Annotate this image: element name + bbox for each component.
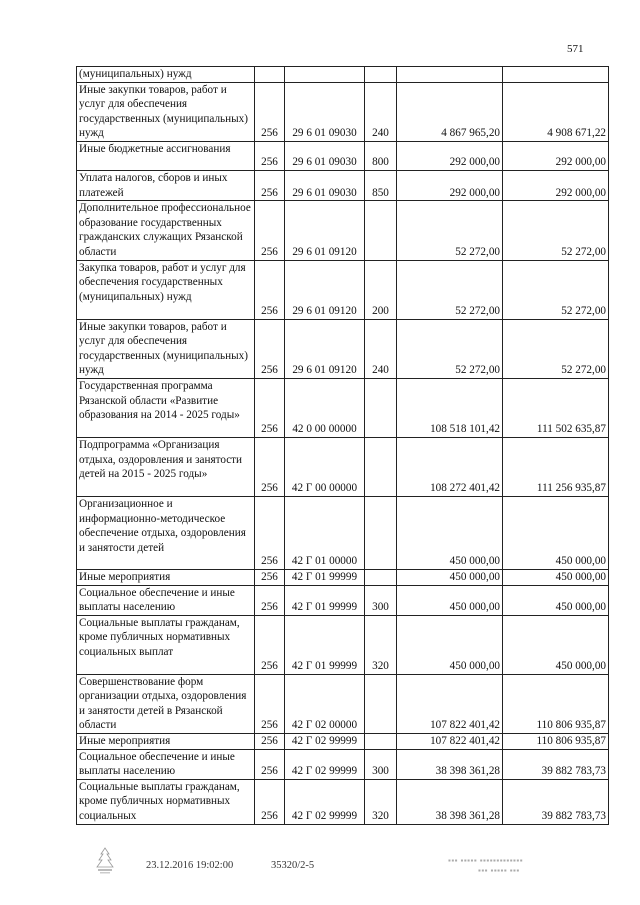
cell-s2: 450 000,00 bbox=[503, 585, 609, 615]
table-row bbox=[77, 615, 609, 674]
cell-vr bbox=[365, 674, 397, 733]
cell-name: Иные мероприятия bbox=[77, 569, 255, 585]
budget-table bbox=[76, 66, 609, 825]
cell-gr: 256 bbox=[255, 378, 285, 437]
cell-cs: 42 Г 01 99999 bbox=[285, 615, 365, 674]
page-number: 571 bbox=[567, 43, 584, 55]
cell-cs: 42 Г 00 00000 bbox=[285, 437, 365, 496]
table-row bbox=[77, 496, 609, 569]
cell-cs: 29 6 01 09030 bbox=[285, 141, 365, 170]
cell-s2: 52 272,00 bbox=[503, 260, 609, 319]
cell-vr bbox=[365, 378, 397, 437]
table-row bbox=[77, 674, 609, 733]
cell-gr: 256 bbox=[255, 170, 285, 200]
cell-name: Иные мероприятия bbox=[77, 734, 255, 750]
cell-s1: 4 867 965,20 bbox=[397, 82, 503, 141]
table-row bbox=[77, 319, 609, 378]
cell-name: Социальное обеспечение и иные выплаты населению bbox=[77, 585, 255, 615]
table-row bbox=[77, 82, 609, 141]
cell-name: Уплата налогов, сборов и иных платежей bbox=[77, 170, 255, 200]
cell-name: Иные закупки товаров, работ и услуг для обеспечения государственных (муниципальных) нужд bbox=[77, 82, 255, 141]
table-row bbox=[77, 437, 609, 496]
cell-vr bbox=[365, 437, 397, 496]
cell-vr: 800 bbox=[365, 141, 397, 170]
cell-s1 bbox=[397, 67, 503, 83]
cell-vr bbox=[365, 496, 397, 569]
cell-s2: 110 806 935,87 bbox=[503, 734, 609, 750]
cell-gr: 256 bbox=[255, 319, 285, 378]
cell-cs: 29 6 01 09120 bbox=[285, 319, 365, 378]
cell-s1: 52 272,00 bbox=[397, 201, 503, 260]
cell-name: Иные бюджетные ассигнования bbox=[77, 141, 255, 170]
cell-cs: 42 Г 02 99999 bbox=[285, 749, 365, 779]
cell-vr bbox=[365, 201, 397, 260]
emblem-icon bbox=[94, 846, 116, 876]
cell-gr: 256 bbox=[255, 779, 285, 824]
cell-gr: 256 bbox=[255, 585, 285, 615]
footer-doc-code: 35320/2-5 bbox=[271, 860, 315, 871]
cell-gr: 256 bbox=[255, 749, 285, 779]
cell-vr: 240 bbox=[365, 319, 397, 378]
budget-table-body bbox=[77, 67, 609, 825]
cell-vr: 850 bbox=[365, 170, 397, 200]
cell-gr: 256 bbox=[255, 734, 285, 750]
cell-cs bbox=[285, 67, 365, 83]
cell-gr: 256 bbox=[255, 260, 285, 319]
cell-cs: 29 6 01 09120 bbox=[285, 201, 365, 260]
cell-cs: 42 Г 01 99999 bbox=[285, 585, 365, 615]
cell-s2 bbox=[503, 67, 609, 83]
cell-s1: 38 398 361,28 bbox=[397, 749, 503, 779]
cell-s1: 292 000,00 bbox=[397, 170, 503, 200]
cell-s2: 39 882 783,73 bbox=[503, 749, 609, 779]
cell-gr: 256 bbox=[255, 569, 285, 585]
cell-s1: 52 272,00 bbox=[397, 260, 503, 319]
cell-gr: 256 bbox=[255, 141, 285, 170]
cell-gr: 256 bbox=[255, 615, 285, 674]
cell-s2: 110 806 935,87 bbox=[503, 674, 609, 733]
cell-gr: 256 bbox=[255, 674, 285, 733]
table-row bbox=[77, 260, 609, 319]
cell-s1: 450 000,00 bbox=[397, 569, 503, 585]
table-row bbox=[77, 569, 609, 585]
table-row bbox=[77, 779, 609, 824]
cell-vr: 320 bbox=[365, 615, 397, 674]
cell-s1: 52 272,00 bbox=[397, 319, 503, 378]
cell-vr bbox=[365, 734, 397, 750]
cell-s1: 107 822 401,42 bbox=[397, 734, 503, 750]
cell-s2: 111 256 935,87 bbox=[503, 437, 609, 496]
cell-s2: 450 000,00 bbox=[503, 569, 609, 585]
cell-s2: 292 000,00 bbox=[503, 141, 609, 170]
cell-s2: 450 000,00 bbox=[503, 496, 609, 569]
cell-gr bbox=[255, 67, 285, 83]
cell-s1: 108 518 101,42 bbox=[397, 378, 503, 437]
table-row bbox=[77, 141, 609, 170]
cell-cs: 29 6 01 09120 bbox=[285, 260, 365, 319]
cell-s1: 450 000,00 bbox=[397, 496, 503, 569]
cell-vr bbox=[365, 67, 397, 83]
cell-gr: 256 bbox=[255, 496, 285, 569]
cell-cs: 42 Г 02 99999 bbox=[285, 779, 365, 824]
cell-vr: 300 bbox=[365, 585, 397, 615]
table-row bbox=[77, 67, 609, 83]
cell-cs: 42 0 00 00000 bbox=[285, 378, 365, 437]
cell-s1: 292 000,00 bbox=[397, 141, 503, 170]
table-row bbox=[77, 749, 609, 779]
cell-name: Совершенствование форм организации отдыха, оздоровления и занятости детей в Рязанской области bbox=[77, 674, 255, 733]
cell-name: (муниципальных) нужд bbox=[77, 67, 255, 83]
cell-vr: 240 bbox=[365, 82, 397, 141]
cell-name: Организационное и информационно-методическое обеспечение отдыха, оздоровления и занятости детей bbox=[77, 496, 255, 569]
cell-s1: 107 822 401,42 bbox=[397, 674, 503, 733]
cell-name: Иные закупки товаров, работ и услуг для обеспечения государственных (муниципальных) нужд bbox=[77, 319, 255, 378]
cell-cs: 42 Г 01 00000 bbox=[285, 496, 365, 569]
cell-s2: 111 502 635,87 bbox=[503, 378, 609, 437]
table-row bbox=[77, 378, 609, 437]
table-row bbox=[77, 734, 609, 750]
cell-s1: 108 272 401,42 bbox=[397, 437, 503, 496]
cell-cs: 42 Г 02 00000 bbox=[285, 674, 365, 733]
table-row bbox=[77, 201, 609, 260]
table-row bbox=[77, 170, 609, 200]
cell-cs: 29 6 01 09030 bbox=[285, 170, 365, 200]
footer-datetime: 23.12.2016 19:02:00 bbox=[146, 860, 234, 871]
cell-s2: 292 000,00 bbox=[503, 170, 609, 200]
cell-vr: 300 bbox=[365, 749, 397, 779]
cell-gr: 256 bbox=[255, 82, 285, 141]
cell-name: Подпрограмма «Организация отдыха, оздоровления и занятости детей на 2015 - 2025 годы» bbox=[77, 437, 255, 496]
cell-s1: 38 398 361,28 bbox=[397, 779, 503, 824]
cell-s2: 39 882 783,73 bbox=[503, 779, 609, 824]
cell-name: Социальное обеспечение и иные выплаты населению bbox=[77, 749, 255, 779]
watermark-stamp: ▪▪▪ ▪▪▪▪▪ ▪▪▪▪▪▪▪▪▪▪▪▪▪ ▪▪▪ ▪▪▪▪▪ ▪▪▪ bbox=[448, 856, 524, 875]
cell-cs: 42 Г 02 99999 bbox=[285, 734, 365, 750]
cell-s1: 450 000,00 bbox=[397, 615, 503, 674]
cell-gr: 256 bbox=[255, 437, 285, 496]
cell-s2: 52 272,00 bbox=[503, 319, 609, 378]
cell-name: Государственная программа Рязанской области «Развитие образования на 2014 - 2025 годы» bbox=[77, 378, 255, 437]
cell-s2: 4 908 671,22 bbox=[503, 82, 609, 141]
cell-cs: 42 Г 01 99999 bbox=[285, 569, 365, 585]
cell-name: Социальные выплаты гражданам, кроме публичных нормативных социальных выплат bbox=[77, 615, 255, 674]
cell-vr bbox=[365, 569, 397, 585]
cell-name: Социальные выплаты гражданам, кроме публичных нормативных социальных bbox=[77, 779, 255, 824]
cell-gr: 256 bbox=[255, 201, 285, 260]
cell-s2: 52 272,00 bbox=[503, 201, 609, 260]
cell-s1: 450 000,00 bbox=[397, 585, 503, 615]
cell-cs: 29 6 01 09030 bbox=[285, 82, 365, 141]
cell-name: Закупка товаров, работ и услуг для обеспечения государственных (муниципальных) нужд bbox=[77, 260, 255, 319]
cell-vr: 320 bbox=[365, 779, 397, 824]
cell-vr: 200 bbox=[365, 260, 397, 319]
cell-s2: 450 000,00 bbox=[503, 615, 609, 674]
table-row bbox=[77, 585, 609, 615]
cell-name: Дополнительное профессиональное образование государственных гражданских служащих Рязанской области bbox=[77, 201, 255, 260]
